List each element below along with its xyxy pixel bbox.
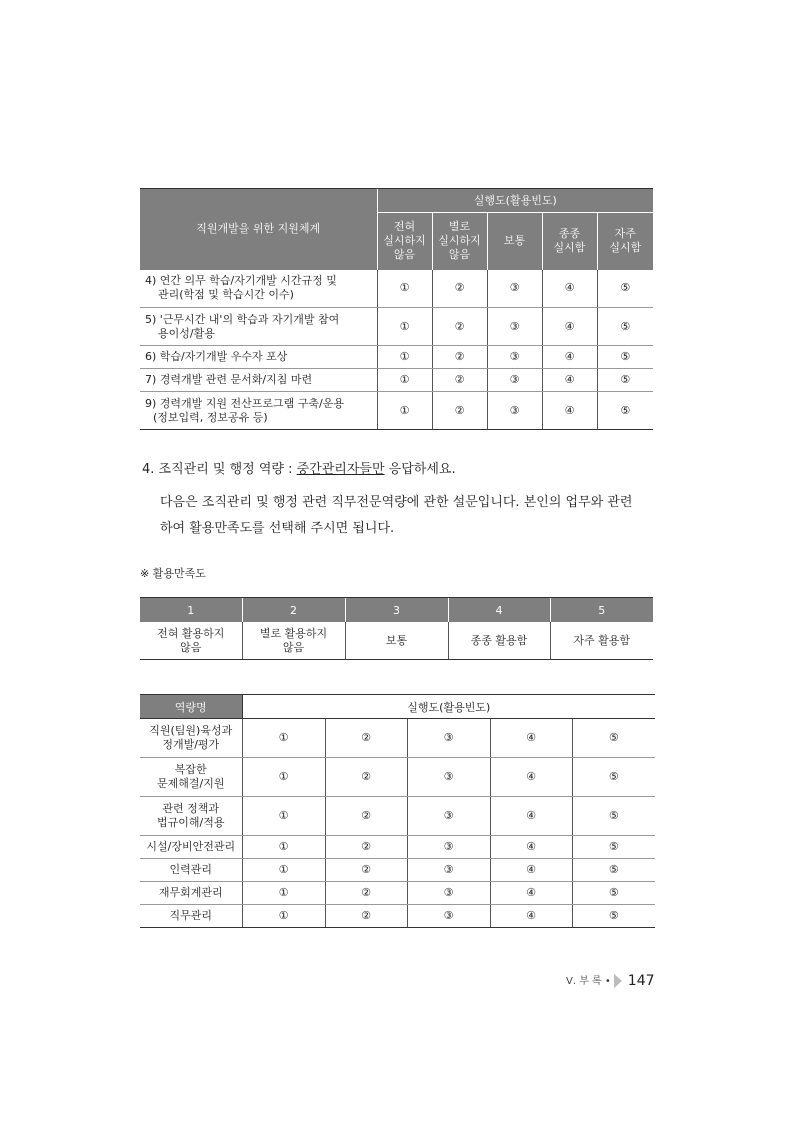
support-system-table (140, 188, 653, 430)
table-row (140, 859, 655, 882)
option-5[interactable]: ⑤ (597, 392, 653, 430)
option-1[interactable]: ① (242, 905, 325, 928)
option-3[interactable]: ③ (487, 369, 542, 392)
competency-label: 직무관리 (140, 905, 242, 928)
option-4[interactable]: ④ (490, 836, 572, 859)
table-row (140, 836, 655, 859)
competency-label: 시설/장비안전관리 (140, 836, 242, 859)
page-footer (566, 972, 655, 989)
option-3[interactable]: ③ (487, 308, 542, 346)
competency-table (140, 694, 655, 928)
option-4[interactable]: ④ (490, 882, 572, 905)
section-paragraph: 다음은 조직관리 및 행정 관련 직무전문역량에 관한 설문입니다. 본인의 업무와 관련 하여 활용만족도를 선택해 주시면 됩니다. (160, 495, 633, 536)
table-row (140, 905, 655, 928)
option-2[interactable]: ② (325, 719, 407, 758)
option-3[interactable]: ③ (487, 346, 542, 369)
option-2[interactable]: ② (432, 270, 487, 308)
item-label: 9) 경력개발 지원 전산프로그램 구축/운용 (정보입력, 정보공유 등) (140, 392, 377, 430)
option-5[interactable]: ⑤ (597, 369, 653, 392)
option-4[interactable]: ④ (542, 346, 597, 369)
option-2[interactable]: ② (432, 308, 487, 346)
option-5[interactable]: ⑤ (597, 270, 653, 308)
page-number: 147 (627, 973, 655, 989)
option-5[interactable]: ⑤ (572, 719, 655, 758)
competency-label: 복잡한 문제해결/지원 (140, 758, 242, 797)
scale-header-1: 전혀 실시하지 않음 (377, 213, 432, 270)
table-row (140, 346, 653, 369)
support-system-header: 직원개발을 위한 지원체계 (140, 189, 377, 270)
option-5[interactable]: ⑤ (597, 308, 653, 346)
table-row (140, 308, 653, 346)
table-row (140, 392, 653, 430)
option-1[interactable]: ① (242, 859, 325, 882)
scale-number-2: 2 (242, 598, 345, 623)
scale-number-4: 4 (448, 598, 550, 623)
competency-label: 인력관리 (140, 859, 242, 882)
footer-section: Ⅴ. 부 록 • (566, 976, 611, 987)
option-1[interactable]: ① (377, 346, 432, 369)
item-label: 7) 경력개발 관련 문서화/지침 마련 (140, 369, 377, 392)
scale-number-5: 5 (550, 598, 653, 623)
scale-number-1: 1 (140, 598, 242, 623)
option-1[interactable]: ① (242, 797, 325, 836)
scale-header-4: 종종 실시함 (542, 213, 597, 270)
table-row (140, 758, 655, 797)
option-3[interactable]: ③ (407, 797, 490, 836)
option-2[interactable]: ② (432, 346, 487, 369)
option-5[interactable]: ⑤ (597, 346, 653, 369)
item-label: 4) 연간 의무 학습/자기개발 시간규정 및 관리(학점 및 학습시간 이수) (140, 270, 377, 308)
option-3[interactable]: ③ (407, 836, 490, 859)
option-1[interactable]: ① (242, 719, 325, 758)
option-4[interactable]: ④ (542, 392, 597, 430)
underlined-target: 중간관리자들만 (296, 462, 385, 477)
scale-label-4: 종종 활용함 (448, 622, 550, 660)
competency-label: 직원(팀원)육성과 정개발/평가 (140, 719, 242, 758)
option-1[interactable]: ① (377, 369, 432, 392)
option-2[interactable]: ② (325, 836, 407, 859)
scale-label-1: 전혀 활용하지 않음 (140, 622, 242, 660)
practice-frequency-header: 실행도(활용빈도) (377, 189, 653, 213)
scale-header-2: 별로 실시하지 않음 (432, 213, 487, 270)
option-5[interactable]: ⑤ (572, 859, 655, 882)
table-row (140, 369, 653, 392)
competency-label: 관련 정책과 법규이해/적용 (140, 797, 242, 836)
satisfaction-scale-table (140, 597, 653, 660)
option-2[interactable]: ② (432, 369, 487, 392)
option-3[interactable]: ③ (407, 859, 490, 882)
option-2[interactable]: ② (325, 905, 407, 928)
option-5[interactable]: ⑤ (572, 905, 655, 928)
table-row (140, 719, 655, 758)
option-2[interactable]: ② (325, 797, 407, 836)
option-1[interactable]: ① (377, 308, 432, 346)
option-5[interactable]: ⑤ (572, 797, 655, 836)
option-5[interactable]: ⑤ (572, 758, 655, 797)
option-3[interactable]: ③ (407, 719, 490, 758)
option-1[interactable]: ① (377, 270, 432, 308)
scale-label-5: 자주 활용함 (550, 622, 653, 660)
option-2[interactable]: ② (325, 882, 407, 905)
option-1[interactable]: ① (242, 758, 325, 797)
scale-label-2: 별로 활용하지 않음 (242, 622, 345, 660)
option-4[interactable]: ④ (490, 905, 572, 928)
option-4[interactable]: ④ (490, 719, 572, 758)
practice-frequency-header: 실행도(활용빈도) (242, 695, 655, 719)
option-4[interactable]: ④ (542, 308, 597, 346)
competency-name-header: 역량명 (140, 695, 242, 719)
option-2[interactable]: ② (325, 758, 407, 797)
option-3[interactable]: ③ (487, 392, 542, 430)
chevron-right-icon (614, 974, 622, 988)
competency-label: 재무회계관리 (140, 882, 242, 905)
option-4[interactable]: ④ (490, 859, 572, 882)
table-row (140, 270, 653, 308)
option-5[interactable]: ⑤ (572, 882, 655, 905)
option-3[interactable]: ③ (487, 270, 542, 308)
option-3[interactable]: ③ (407, 758, 490, 797)
option-2[interactable]: ② (325, 859, 407, 882)
option-1[interactable]: ① (377, 392, 432, 430)
scale-label-3: 보통 (345, 622, 448, 660)
scale-header-3: 보통 (487, 213, 542, 270)
option-4[interactable]: ④ (542, 369, 597, 392)
option-3[interactable]: ③ (407, 882, 490, 905)
option-1[interactable]: ① (242, 836, 325, 859)
section-heading: 4. 조직관리 및 행정 역량 : 중간관리자들만 응답하세요. (142, 462, 456, 477)
option-5[interactable]: ⑤ (572, 836, 655, 859)
scale-note: ※ 활용만족도 (140, 567, 206, 580)
table-row (140, 797, 655, 836)
option-3[interactable]: ③ (407, 905, 490, 928)
item-label: 5) '근무시간 내'의 학습과 자기개발 참여 용이성/활용 (140, 308, 377, 346)
item-label: 6) 학습/자기개발 우수자 포상 (140, 346, 377, 369)
option-4[interactable]: ④ (490, 758, 572, 797)
scale-number-3: 3 (345, 598, 448, 623)
option-4[interactable]: ④ (542, 270, 597, 308)
table-row (140, 882, 655, 905)
option-2[interactable]: ② (432, 392, 487, 430)
option-4[interactable]: ④ (490, 797, 572, 836)
scale-header-5: 자주 실시함 (597, 213, 653, 270)
option-1[interactable]: ① (242, 882, 325, 905)
